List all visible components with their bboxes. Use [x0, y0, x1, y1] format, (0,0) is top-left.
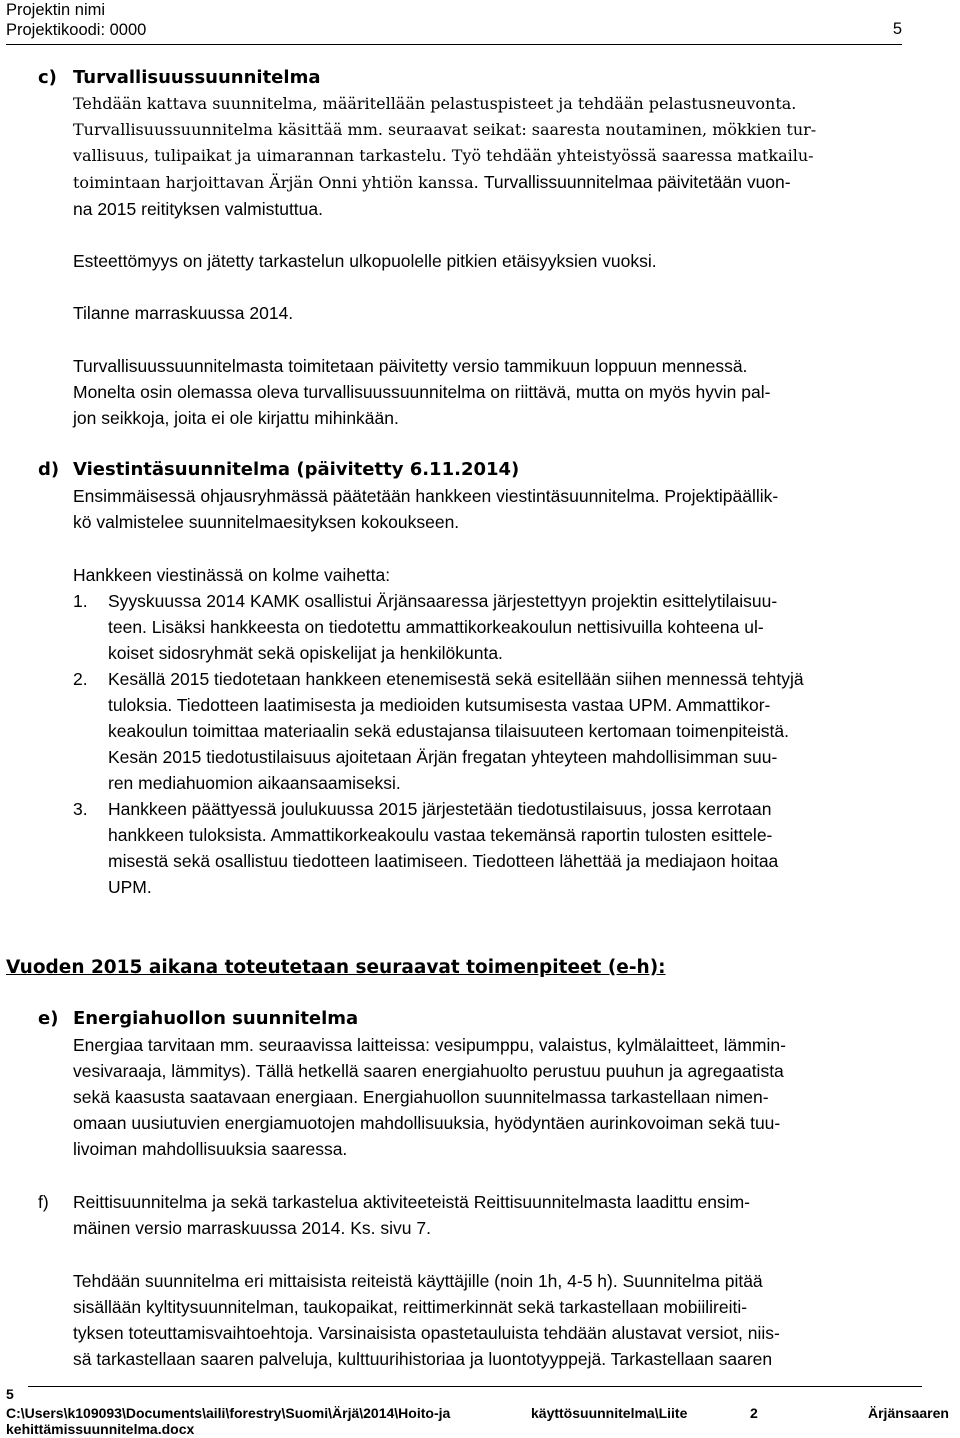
- project-name: Projektin nimi: [6, 1, 106, 19]
- section-e-body: [73, 1032, 918, 1162]
- list-number: 2.: [73, 669, 88, 689]
- section-f: [38, 1189, 938, 1241]
- text-line: Turvallisuussuunnitelma käsittää mm. seuraavat seikat: saaresta noutaminen, mökkien tur-: [73, 120, 817, 139]
- section-c-letter: c): [38, 67, 57, 88]
- text-line: misestä sekä osallistuu tiedotteen laatimiseen. Tiedotteen lähettää ja mediajaon hoitaa: [108, 851, 779, 871]
- section-d-heading: [38, 457, 918, 483]
- paragraph-tilanne: Tilanne marraskuussa 2014.: [73, 303, 294, 323]
- text-line: Kesällä 2015 tiedotetaan hankkeen etenemisestä sekä esitellään siihen mennessä tehtyjä: [108, 669, 804, 689]
- text-line: omaan uusiutuvien energiamuotojen mahdollisuuksia, hyödyntäen aurinkovoiman sekä tuu-: [73, 1113, 781, 1133]
- text-line: UPM.: [108, 877, 152, 897]
- text-line: livoiman mahdollisuuksia saaressa.: [73, 1139, 348, 1159]
- footer-divider: [28, 1386, 922, 1387]
- section-d: [38, 457, 918, 535]
- page-number: 5: [892, 20, 902, 38]
- footer-place: Ärjänsaaren: [868, 1405, 949, 1421]
- paragraph-esteettomyys: Esteettömyys on jätetty tarkastelun ulkopuolelle pitkien etäisyyksien vuoksi.: [73, 251, 657, 271]
- section-d-body: [73, 483, 918, 535]
- section-e-title: Energiahuollon suunnitelma: [73, 1008, 359, 1029]
- text-line: Monelta osin olemassa oleva turvallisuussuunnitelma on riittävä, mutta on myös hyvin pal-: [73, 382, 771, 402]
- list-item: [73, 666, 953, 796]
- header-divider: [6, 44, 902, 45]
- text-line: ren mediahuomion aikaansaamiseksi.: [108, 773, 401, 793]
- list-item: [73, 588, 953, 666]
- footer-path-part1: C:\Users\k109093\Documents\aili\forestry\Suomi\Ärjä\2014\Hoito-ja: [6, 1405, 451, 1421]
- text-line: koiset sidosryhmät sekä opiskelijat ja henkilökunta.: [108, 643, 503, 663]
- footer-filename: kehittämissuunnitelma.docx: [6, 1421, 195, 1437]
- section-c-heading: [38, 65, 918, 91]
- text-line: Tehdään suunnitelma eri mittaisista reiteistä käyttäjille (noin 1h, 4-5 h). Suunnitelma pitää: [73, 1271, 763, 1291]
- text-line: tuloksia. Tiedotteen laatimisesta ja medioiden kutsumisesta vastaa UPM. Ammattikor-: [108, 695, 771, 715]
- text-line: Energiaa tarvitaan mm. seuraavissa laitteissa: vesipumppu, valaistus, kylmälaitteet, lämmin-: [73, 1035, 786, 1055]
- section-c-body: [73, 91, 918, 222]
- main-heading: Vuoden 2015 aikana toteutetaan seuraavat toimenpiteet (e-h):: [6, 957, 666, 978]
- footer-page-number: 5: [6, 1386, 14, 1402]
- text-line: tyksen toteuttamisvaihtoehtoja. Varsinaisista opastetauluista tehdään alustavat versiot, niis-: [73, 1323, 780, 1343]
- section-f-letter: f): [38, 1192, 49, 1212]
- text-line: keakoulun toimittaa materiaalin sekä edustajansa tilaisuuteen kertomaan toimenpiteistä.: [108, 721, 789, 741]
- list-text: [108, 588, 953, 666]
- text-segment: Turvallissuunnitelmaa päivitetään vuon-: [483, 172, 791, 192]
- text-segment: toimintaan harjoittavan Ärjän Onni yhtiön kanssa.: [73, 173, 479, 192]
- text-line: [73, 169, 918, 196]
- footer-number: 2: [750, 1405, 758, 1421]
- list-number: 1.: [73, 591, 88, 611]
- text-line: mäinen versio marraskuussa 2014. Ks. sivu 7.: [73, 1218, 431, 1238]
- text-line: vesivaraaja, lämmitys). Tällä hetkellä saaren energiahuolto perustuu puuhun ja agregaatista: [73, 1061, 784, 1081]
- text-line: na 2015 reitityksen valmistuttua.: [73, 199, 323, 219]
- text-line: vallisuus, tulipaikat ja uimarannan tarkastelu. Työ tehdään yhteistyössä saaressa matkailu-: [73, 146, 814, 165]
- text-line: teen. Lisäksi hankkeesta on tiedotettu ammattikorkeakoulun nettisivuilla kohteena ul-: [108, 617, 764, 637]
- text-line: sekä kaasusta saatavaan energiaan. Energiahuollon suunnitelmassa tarkastellaan nimen-: [73, 1087, 769, 1107]
- section-c-title: Turvallisuussuunnitelma: [73, 67, 321, 88]
- phases-list: [73, 588, 953, 900]
- list-number: 3.: [73, 799, 88, 819]
- section-f-paragraph: [73, 1268, 953, 1372]
- text-line: Kesän 2015 tiedotustilaisuus ajoitetaan Ärjän fregatan yhteyteen mahdollisimman suu-: [108, 747, 778, 767]
- phases-intro: Hankkeen viestinässä on kolme vaihetta:: [73, 565, 391, 585]
- section-c: [38, 65, 918, 222]
- section-f-body: [73, 1189, 750, 1241]
- project-code: Projektikoodi: 0000: [6, 21, 147, 39]
- text-line: Syyskuussa 2014 KAMK osallistui Ärjänsaaressa järjestettyyn projektin esittelytilaisuu-: [108, 591, 778, 611]
- paragraph-update: [73, 353, 953, 431]
- text-line: hankkeen tuloksista. Ammattikorkeakoulu vastaa tekemänsä raportin tulosten esittele-: [108, 825, 773, 845]
- text-line: sisällään kyltitysuunnitelman, taukopaikat, reittimerkinnät sekä tarkastellaan mobiilireiti-: [73, 1297, 748, 1317]
- list-text: [108, 666, 953, 796]
- section-e-heading: [38, 1006, 918, 1032]
- text-line: Turvallisuussuunnitelmasta toimitetaan päivitetty versio tammikuun loppuun mennessä.: [73, 356, 748, 376]
- list-text: [108, 796, 953, 900]
- text-line: kö valmistelee suunnitelmaesityksen kokoukseen.: [73, 512, 460, 532]
- text-line: Ensimmäisessä ohjausryhmässä päätetään hankkeen viestintäsuunnitelma. Projektipäällik-: [73, 486, 779, 506]
- section-e: [38, 1006, 918, 1162]
- text-line: Reittisuunnitelma ja sekä tarkastelua aktiviteeteistä Reittisuunnitelmasta laadittu ensim-: [73, 1192, 750, 1212]
- text-line: jon seikkoja, joita ei ole kirjattu mihinkään.: [73, 408, 399, 428]
- text-line: Tehdään kattava suunnitelma, määritellään pelastuspisteet ja tehdään pelastusneuvonta.: [73, 94, 797, 113]
- text-line: sä tarkastellaan saaren palveluja, kulttuurihistoriaa ja luontotyyppejä. Tarkastellaan saaren: [73, 1349, 773, 1369]
- text-line: Hankkeen päättyessä joulukuussa 2015 järjestetään tiedotustilaisuus, jossa kerrotaan: [108, 799, 772, 819]
- list-item: [73, 796, 953, 900]
- section-d-title: Viestintäsuunnitelma (päivitetty 6.11.2014): [73, 459, 520, 480]
- footer-path-part2: käyttösuunnitelma\Liite: [531, 1405, 688, 1421]
- section-e-letter: e): [38, 1008, 59, 1029]
- section-d-letter: d): [38, 459, 60, 480]
